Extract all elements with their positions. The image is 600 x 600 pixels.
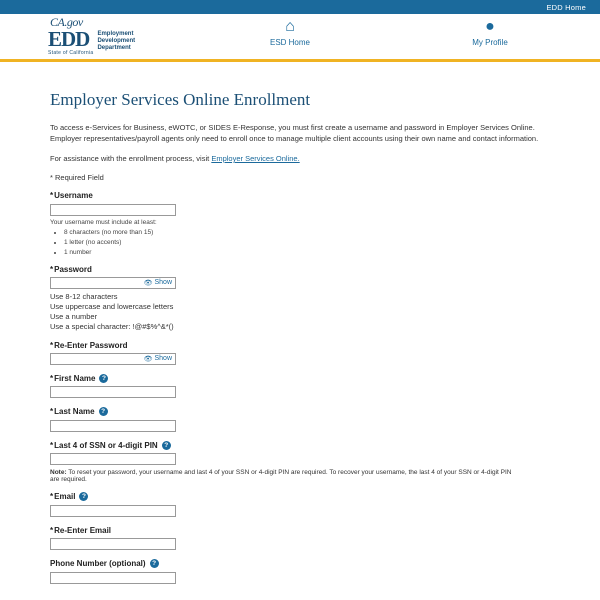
- eye-icon: 👁: [143, 355, 153, 363]
- edd-word-3: Department: [97, 45, 131, 51]
- edd-logo-words: [97, 30, 135, 52]
- utility-bar: [0, 0, 600, 14]
- edd-word-2: Development: [97, 38, 136, 44]
- username-hint: Your username must include at least:: [50, 218, 157, 226]
- reenter-password-input[interactable]: [51, 354, 137, 364]
- phone-label: [50, 559, 550, 568]
- required-star: *: [50, 440, 54, 450]
- last4-note: [50, 469, 520, 483]
- password-rule-2: Use uppercase and lowercase letters: [50, 301, 174, 311]
- assistance-text: For assistance with the enrollment process, visit: [50, 154, 212, 163]
- password-rules: [50, 292, 550, 332]
- phone-label-text: Phone Number (optional): [50, 559, 146, 568]
- edd-word-1: Employment: [97, 31, 134, 37]
- username-rules: [64, 229, 550, 256]
- password-label: [50, 265, 550, 274]
- username-rule-2: • 1 letter (no accents): [64, 239, 550, 246]
- help-icon[interactable]: ?: [79, 492, 88, 501]
- last4-note-text: To reset your password, your username and last 4 of your SSN or 4-digit PIN are required. To recover your username, the last 4 of your SSN or 4-digit PIN are required.: [50, 469, 512, 483]
- username-input[interactable]: [50, 204, 176, 216]
- reenter-password-input-wrapper: [50, 353, 176, 365]
- first-name-input[interactable]: [50, 386, 176, 398]
- username-label-text: Username: [54, 191, 93, 200]
- required-star: *: [50, 407, 54, 416]
- email-input[interactable]: [50, 505, 176, 517]
- required-star: *: [50, 340, 54, 350]
- intro-paragraph: To access e-Services for Business, eWOTC, or SIDES E-Response, you must first create a username and password in Employer Services Online. Employer representatives/payroll agents only need to enroll once to manage multiple client accounts using their own name and contact information.: [50, 123, 539, 143]
- reenter-password-label: [50, 341, 550, 350]
- last-name-label: [50, 407, 550, 416]
- help-icon[interactable]: ?: [99, 407, 108, 416]
- nav-esd-home[interactable]: [190, 18, 390, 47]
- field-reenter-email: [50, 526, 550, 551]
- home-icon: ⌂: [285, 18, 295, 35]
- first-name-label: [50, 374, 550, 383]
- required-field-note: * Required Field: [50, 173, 104, 182]
- field-last4-ssn-pin: [50, 441, 550, 484]
- nav-my-profile-label: My Profile: [472, 38, 508, 47]
- main-content: [0, 62, 600, 584]
- last-name-label-text: Last Name: [54, 407, 95, 416]
- edd-home-link[interactable]: EDD Home: [546, 2, 586, 12]
- username-label: [50, 191, 550, 200]
- help-icon[interactable]: ?: [99, 374, 108, 383]
- field-username: [50, 191, 550, 256]
- password-show-toggle[interactable]: [144, 279, 172, 287]
- password-rule-3: Use a number: [50, 311, 98, 321]
- required-star: *: [50, 373, 54, 383]
- required-star: *: [50, 264, 54, 274]
- site-header: [0, 14, 600, 62]
- username-rule-1: • 8 characters (no more than 15): [64, 229, 550, 236]
- reenter-email-input[interactable]: [50, 538, 176, 550]
- reenter-email-label-text: Re-Enter Email: [54, 525, 112, 535]
- reenter-email-label: [50, 526, 550, 535]
- edd-logo-subtext: State of California: [48, 50, 94, 56]
- user-icon: ●: [485, 18, 495, 35]
- last4-note-bold: Note:: [50, 469, 67, 476]
- field-phone-number: [50, 559, 550, 584]
- required-star: *: [50, 191, 54, 200]
- last4-input[interactable]: [50, 453, 176, 465]
- password-rule-4: Use a special character: !@#$%^&*(): [50, 321, 174, 331]
- header-nav: [190, 18, 600, 47]
- password-input-wrapper: [50, 277, 176, 289]
- reenter-password-show-label: Show: [154, 355, 172, 362]
- email-label-text: Email: [54, 492, 76, 501]
- email-label: [50, 492, 550, 501]
- field-first-name: [50, 374, 550, 399]
- eye-icon: 👁: [143, 279, 153, 287]
- help-icon[interactable]: ?: [162, 441, 171, 450]
- edd-logo-text: EDD: [48, 27, 90, 51]
- employer-services-online-link[interactable]: Employer Services Online.: [211, 154, 300, 163]
- nav-my-profile[interactable]: [390, 18, 590, 47]
- field-last-name: [50, 407, 550, 432]
- nav-esd-home-label: ESD Home: [269, 38, 310, 47]
- assistance-paragraph: [50, 154, 550, 163]
- edd-logo[interactable]: [48, 27, 136, 56]
- last4-label: [50, 441, 550, 450]
- ca-gov-text: CA.gov: [50, 15, 83, 29]
- password-show-label: Show: [154, 279, 172, 286]
- field-email: [50, 492, 550, 517]
- field-reenter-password: [50, 341, 550, 365]
- last4-label-text: Last 4 of SSN or 4-digit PIN: [54, 440, 158, 450]
- reenter-password-show-toggle[interactable]: [144, 355, 172, 363]
- page-title: Employer Services Online Enrollment: [50, 90, 311, 109]
- last-name-input[interactable]: [50, 420, 176, 432]
- password-label-text: Password: [54, 264, 92, 274]
- required-star: *: [50, 492, 54, 501]
- required-star: *: [50, 525, 54, 535]
- first-name-label-text: First Name: [54, 373, 96, 383]
- field-password: [50, 265, 550, 332]
- password-input[interactable]: [51, 278, 137, 288]
- phone-input[interactable]: [50, 572, 176, 584]
- password-rule-1: Use 8-12 characters: [50, 291, 118, 301]
- reenter-password-label-text: Re-Enter Password: [54, 340, 128, 350]
- help-icon[interactable]: ?: [150, 559, 159, 568]
- username-rule-3: • 1 number: [64, 249, 550, 256]
